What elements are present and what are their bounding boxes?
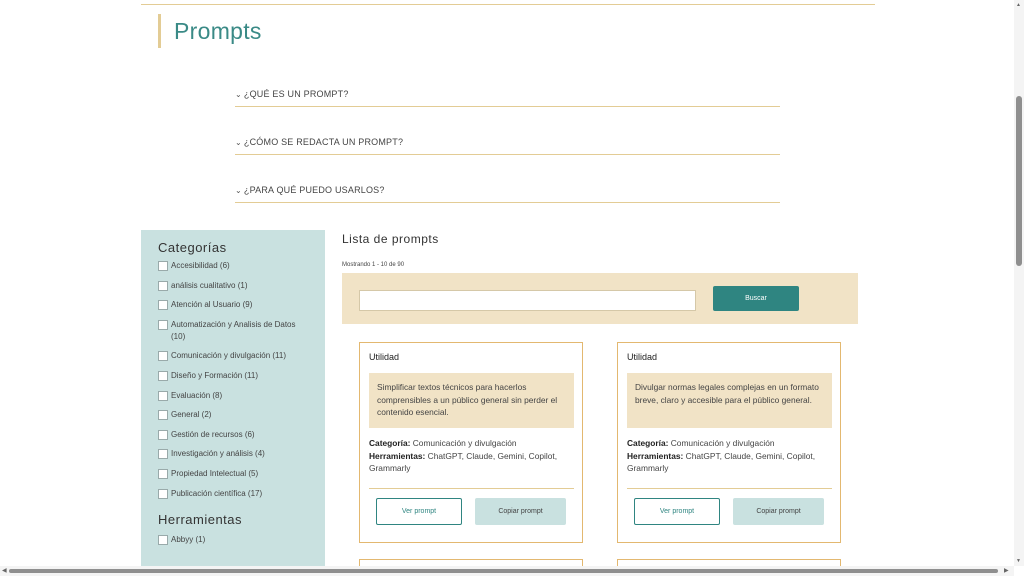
list-title: Lista de prompts (342, 232, 439, 246)
category-filter[interactable]: Evaluación (8) (158, 390, 325, 402)
tool-filter[interactable]: Abbyy (1) (158, 534, 325, 546)
category-label: Categoría: (369, 438, 411, 448)
category-filter[interactable]: Comunicación y divulgación (11) (158, 350, 325, 362)
categories-heading: Categorías (158, 240, 227, 255)
checkbox[interactable] (158, 430, 168, 440)
vertical-scrollbar[interactable] (1014, 0, 1024, 566)
category-filter[interactable]: Automatización y Analisis de Datos (10) (158, 319, 325, 343)
checkbox[interactable] (158, 391, 168, 401)
horizontal-scrollbar[interactable] (0, 566, 1014, 576)
scroll-up-icon[interactable]: ▲ (1016, 2, 1021, 8)
category-value: Comunicación y divulgación (670, 438, 775, 448)
checkbox[interactable] (158, 489, 168, 499)
scroll-right-icon[interactable]: ▶ (1004, 568, 1009, 574)
checkbox[interactable] (158, 261, 168, 271)
faq-what-use[interactable] (235, 185, 780, 203)
card-divider (369, 488, 574, 489)
scroll-left-icon[interactable]: ◀ (2, 568, 7, 574)
prompt-card (359, 342, 583, 543)
category-filter[interactable]: Gestión de recursos (6) (158, 429, 325, 441)
card-description: Simplificar textos técnicos para hacerlos comprensibles a un público general sin perder el contenido esencial. (369, 373, 574, 428)
faq-label: ¿CÓMO SE REDACTA UN PROMPT? (243, 137, 404, 147)
checkbox[interactable] (158, 410, 168, 420)
scroll-down-icon[interactable]: ▼ (1016, 558, 1021, 564)
chevron-down-icon: ⌄ (235, 138, 242, 147)
view-prompt-button[interactable]: Ver prompt (376, 498, 462, 525)
search-input[interactable] (359, 290, 696, 311)
card-title: Utilidad (369, 352, 400, 362)
category-filter[interactable]: Atención al Usuario (9) (158, 299, 325, 311)
category-filter[interactable]: Diseño y Formación (11) (158, 370, 325, 382)
card-description: Divulgar normas legales complejas en un formato breve, claro y accesible para el público general. (627, 373, 832, 428)
search-bar (342, 273, 858, 324)
tools-label: Herramientas: (627, 450, 684, 461)
scroll-thumb[interactable] (9, 569, 998, 573)
page-title-block (158, 14, 262, 48)
faq-what-is-prompt[interactable] (235, 89, 780, 107)
faq-how-write-prompt[interactable] (235, 137, 780, 155)
checkbox[interactable] (158, 320, 168, 330)
category-filter[interactable]: Accesibilidad (6) (158, 260, 325, 272)
category-value: Comunicación y divulgación (412, 438, 517, 448)
category-filter[interactable]: Publicación científica (17) (158, 488, 325, 500)
card-meta (369, 437, 574, 475)
faq-label: ¿PARA QUÉ PUEDO USARLOS? (243, 185, 385, 195)
prompt-card (617, 342, 841, 543)
category-filter[interactable]: General (2) (158, 409, 325, 421)
card-title: Utilidad (627, 352, 658, 362)
search-button[interactable]: Buscar (713, 286, 799, 311)
scroll-thumb[interactable] (1016, 96, 1022, 266)
checkbox[interactable] (158, 449, 168, 459)
checkbox[interactable] (158, 281, 168, 291)
category-filter[interactable]: Propiedad Intelectual (5) (158, 468, 325, 480)
category-filter[interactable]: Investigación y análisis (4) (158, 448, 325, 460)
tools-value: ChatGPT, Claude, Gemini, Copilot, Grammarly (369, 450, 558, 473)
tools-heading: Herramientas (158, 511, 243, 527)
card-meta (627, 437, 832, 475)
chevron-down-icon: ⌄ (235, 186, 242, 195)
copy-prompt-button[interactable]: Copiar prompt (733, 498, 824, 525)
view-prompt-button[interactable]: Ver prompt (634, 498, 720, 525)
checkbox[interactable] (158, 371, 168, 381)
top-divider (141, 4, 875, 5)
card-divider (627, 488, 832, 489)
category-filter[interactable]: análisis cualitativo (1) (158, 280, 325, 292)
results-count: Mostrando 1 - 10 de 90 (342, 262, 405, 268)
checkbox[interactable] (158, 469, 168, 479)
tools-label: Herramientas: (369, 450, 426, 461)
checkbox[interactable] (158, 535, 168, 545)
checkbox[interactable] (158, 300, 168, 310)
category-label: Categoría: (627, 438, 669, 448)
faq-label: ¿QUÉ ES UN PROMPT? (243, 89, 349, 99)
tools-value: ChatGPT, Claude, Gemini, Copilot, Grammarly (627, 450, 816, 473)
page-title: Prompts (174, 18, 262, 44)
checkbox[interactable] (158, 351, 168, 361)
chevron-down-icon: ⌄ (235, 90, 242, 99)
copy-prompt-button[interactable]: Copiar prompt (475, 498, 566, 525)
filter-sidebar (141, 230, 325, 570)
